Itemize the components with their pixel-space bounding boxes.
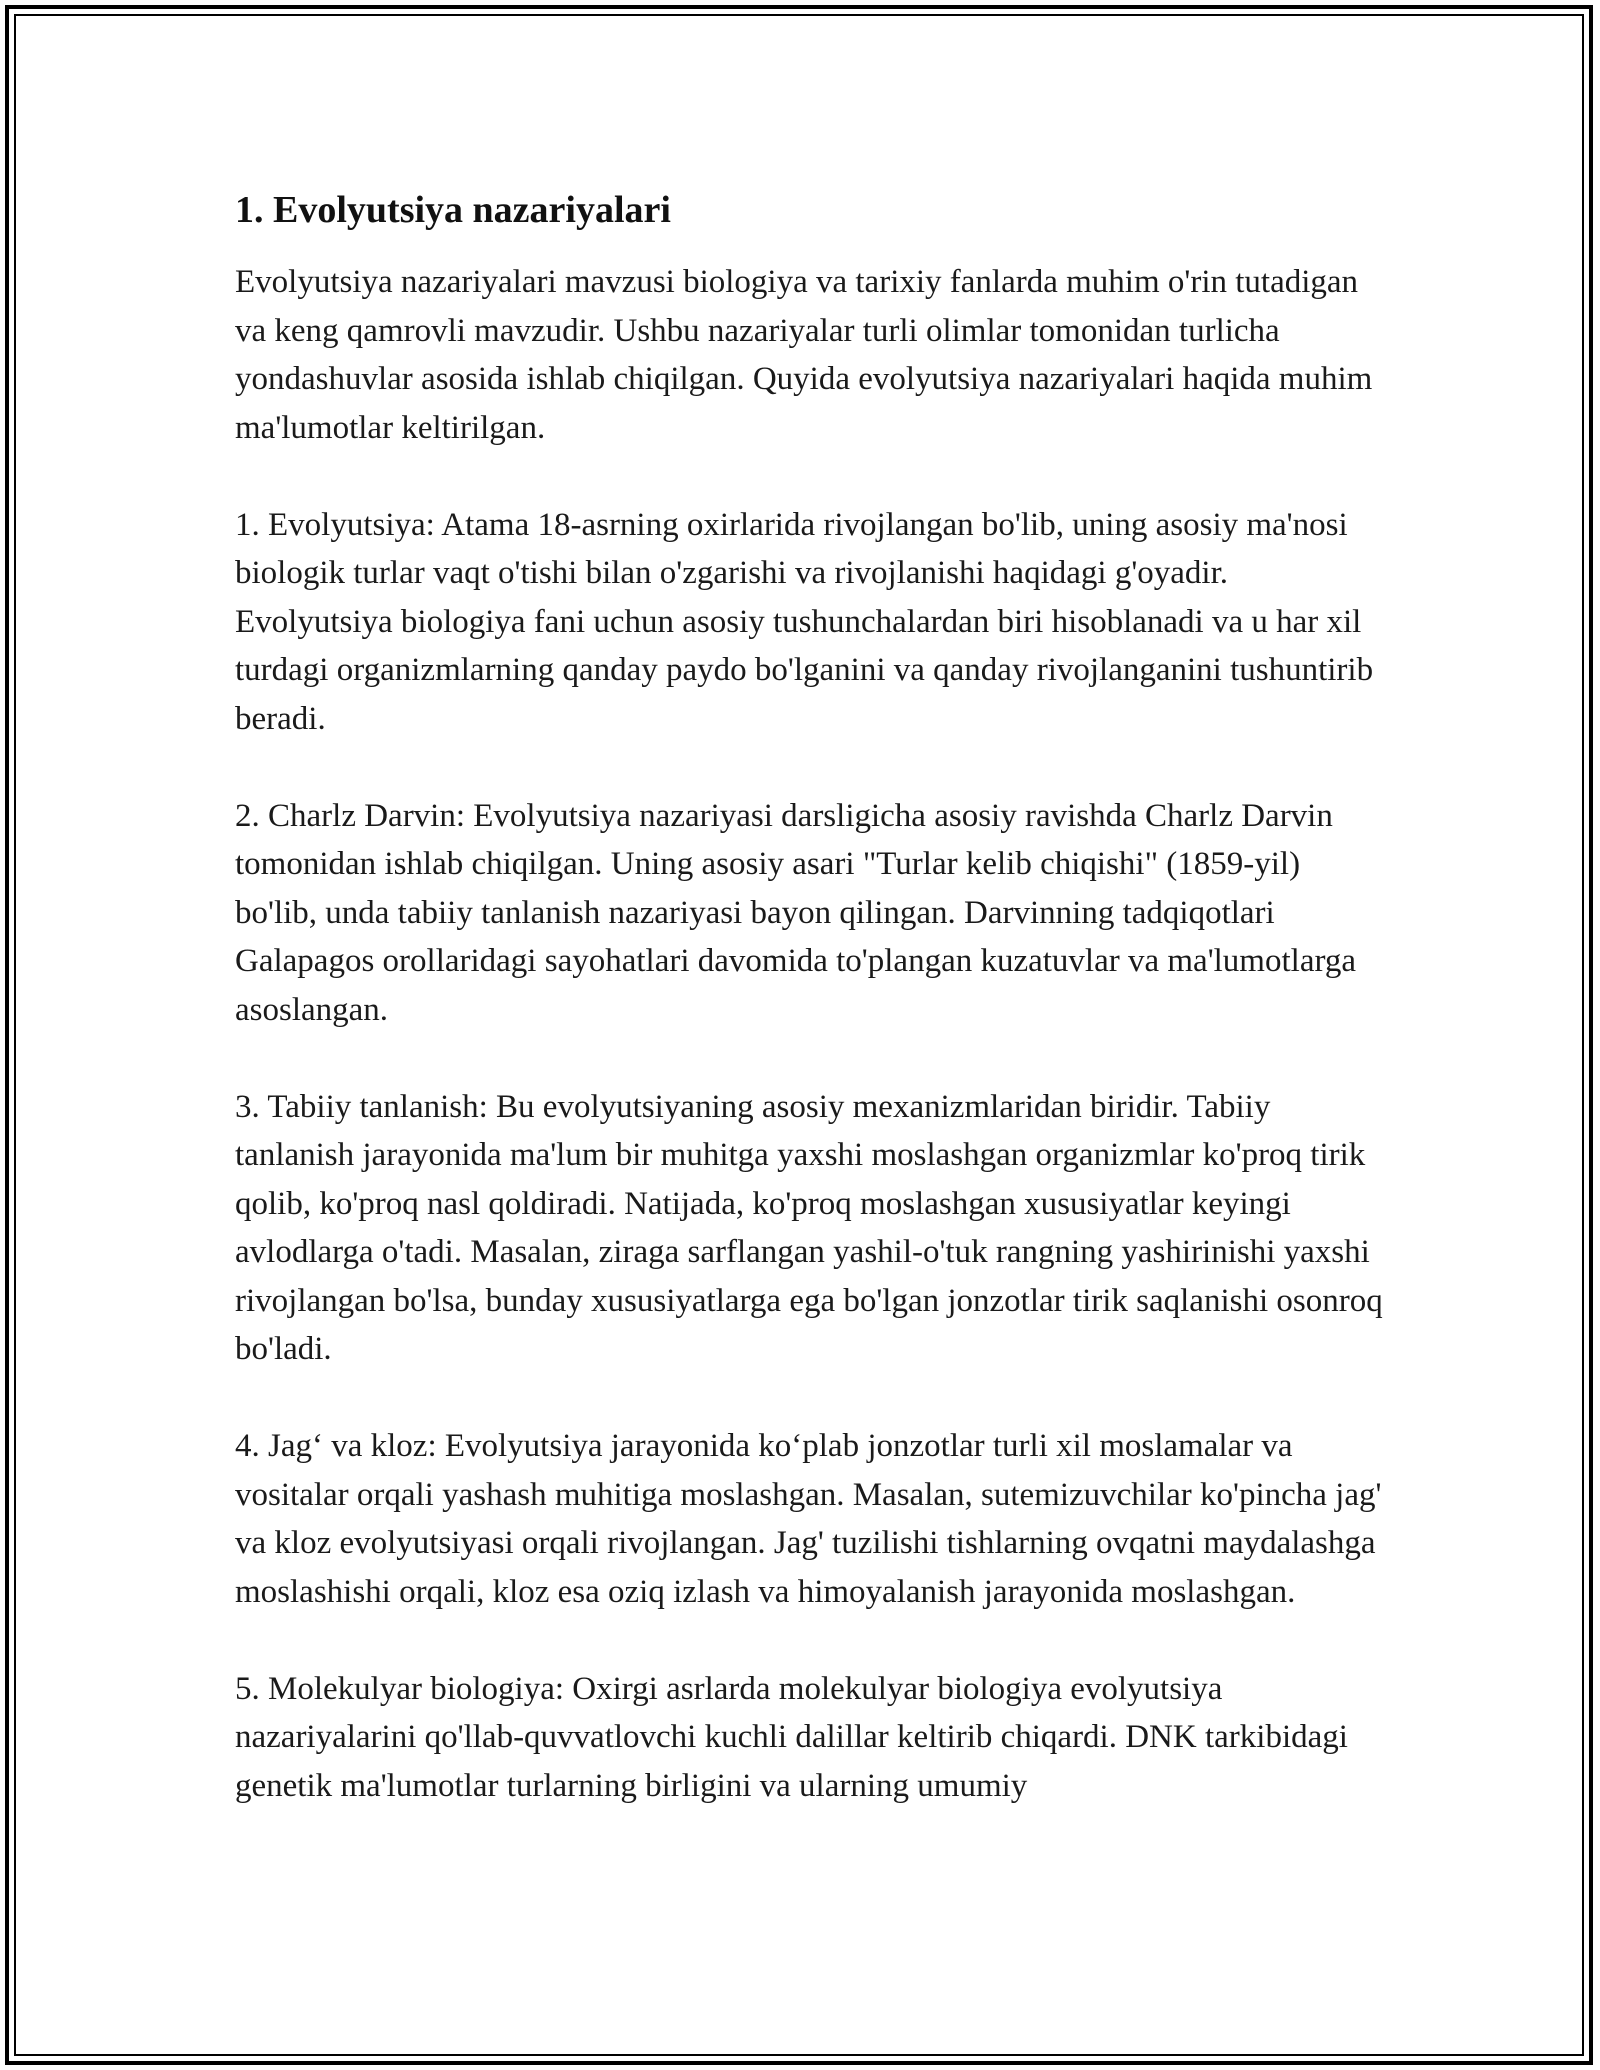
paragraph-tabiiy-tanlanish: 3. Tabiiy tanlanish: Bu evolyutsiyaning asosiy mexanizmlaridan biridir. Tabiiy tanlanish jarayonida ma'lum bir muhitga yaxshi moslashgan organizmlar ko'proq tirik qolib, ko'proq nasl qoldiradi. Natijada, ko'proq moslashgan xususiyatlar keyingi avlodlarga o'tadi. Masalan, ziraga sarflangan yashil-o'tuk rangning yashirinishi yaxshi rivojlangan bo'lsa, bunday xususiyatlarga ega bo'lgan jonzotlar tirik saqlanishi osonroq bo'ladi. xyxy=(235,1088,1383,1367)
paragraph-charlz-darvin: 2. Charlz Darvin: Evolyutsiya nazariyasi darsligicha asosiy ravishda Charlz Darvin tomonidan ishlab chiqilgan. Uning asosiy asari "Turlar kelib chiqishi" (1859-yil) bo'lib, unda tabiiy tanlanish nazariyasi bayon qilingan. Darvinning tadqiqotlari Galapagos orollaridagi sayohatlari davomida to'plangan kuzatuvlar va ma'lumotlarga asoslangan. xyxy=(235,797,1357,1028)
intro-paragraph: Evolyutsiya nazariyalari mavzusi biologiya va tarixiy fanlarda muhim o'rin tutadigan va keng qamrovli mavzudir. Ushbu nazariyalar turli olimlar tomonidan turlicha yondashuvlar asosida ishlab chiqilgan. Quyida evolyutsiya nazariyalari haqida muhim ma'lumotlar keltirilgan. xyxy=(235,264,1373,446)
paragraph-evolyutsiya: 1. Evolyutsiya: Atama 18-asrning oxirlarida rivojlangan bo'lib, uning asosiy ma'nosi biologik turlar vaqt o'tishi bilan o'zgarishi va rivojlanishi haqidagi g'oyadir. Evolyutsiya biologiya fani uchun asosiy tushunchalardan biri hisoblanadi va u har xil turdagi organizmlarning qanday paydo bo'lganini va qanday rivojlanganini tushuntirib beradi. xyxy=(235,506,1374,737)
document-body xyxy=(235,186,1385,1810)
paragraph-jag-va-kloz: 4. Jag‘ va kloz: Evolyutsiya jarayonida ko‘plab jonzotlar turli xil moslamalar va vositalar orqali yashash muhitiga moslashgan. Masalan, sutemizuvchilar ko'pincha jag' va kloz evolyutsiyasi orqali rivojlangan. Jag' tuzilishi tishlarning ovqatni maydalashga moslashishi orqali, kloz esa oziq izlash va himoyalanish jarayonida moslashgan. xyxy=(235,1428,1382,1610)
section-heading: 1. Evolyutsiya nazariyalari xyxy=(235,189,671,231)
paragraph-molekulyar-biologiya: 5. Molekulyar biologiya: Oxirgi asrlarda molekulyar biologiya evolyutsiya nazariyalarini qo'llab-quvvatlovchi kuchli dalillar keltirib chiqardi. DNK tarkibidagi genetik ma'lumotlar turlarning birligini va ularning umumiy xyxy=(235,1670,1348,1804)
